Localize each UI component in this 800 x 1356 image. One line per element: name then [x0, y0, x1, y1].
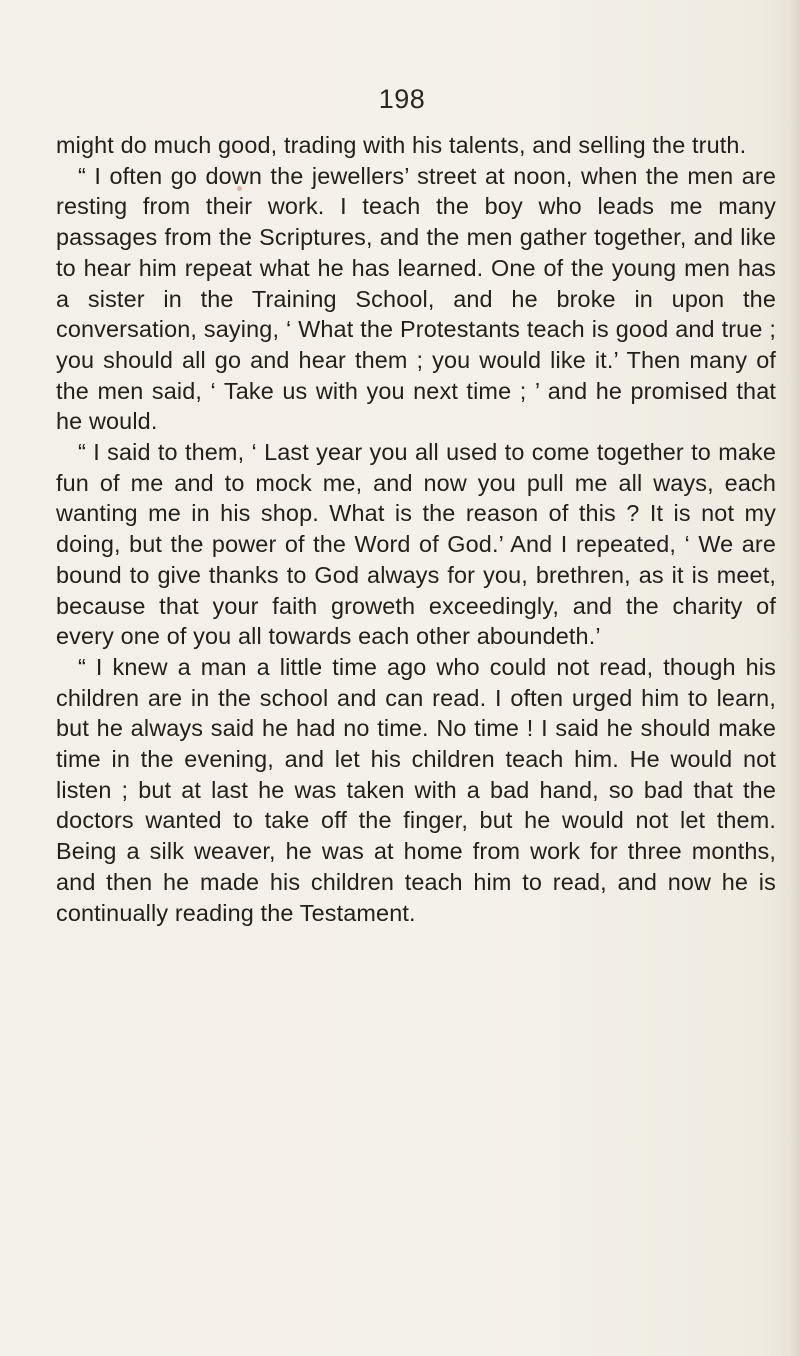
- paragraph-4: “ I knew a man a little time ago who could not read, though his children are in the school and can read. I often urged him to learn, but he always said he had no time. No time ! I said he should make time in the evening, and let his children teach him. He would not listen ; but at last he was taken with a bad hand, so bad that the doctors wanted to take off the finger, but he would not let them. Being a silk weaver, he was at home from work for three months, and then he made his children teach him to read, and now he is continually reading the Testament.: [56, 653, 776, 926]
- body-text: [56, 130, 776, 928]
- paragraph-2: “ I often go down the jewellers’ street at noon, when the men are resting from their work. I teach the boy who leads me many passages from the Scriptures, and the men gather together, and like to hear him repeat what he has learned. One of the young men has a sister in the Training School, and he broke in upon the conversation, saying, ‘ What the Protestants teach is good and true ; you should all go and hear them ; you would like it.’ Then many of the men said, ‘ Take us with you next time ; ’ and he promised that he would.: [56, 162, 776, 435]
- paragraph-3: “ I said to them, ‘ Last year you all used to come together to make fun of me and to mock me, and now you pull me all ways, each wanting me in his shop. What is the reason of this ? It is not my doing, but the power of the Word of God.’ And I repeated, ‘ We are bound to give thanks to God always for you, brethren, as it is meet, because that your faith groweth exceedingly, and the charity of every one of you all towards each other aboundeth.’: [56, 439, 776, 650]
- page-number: 198: [378, 84, 426, 114]
- page-edge-shadow: [790, 0, 800, 1356]
- paragraph-1: might do much good, trading with his talents, and selling the truth.: [56, 132, 747, 158]
